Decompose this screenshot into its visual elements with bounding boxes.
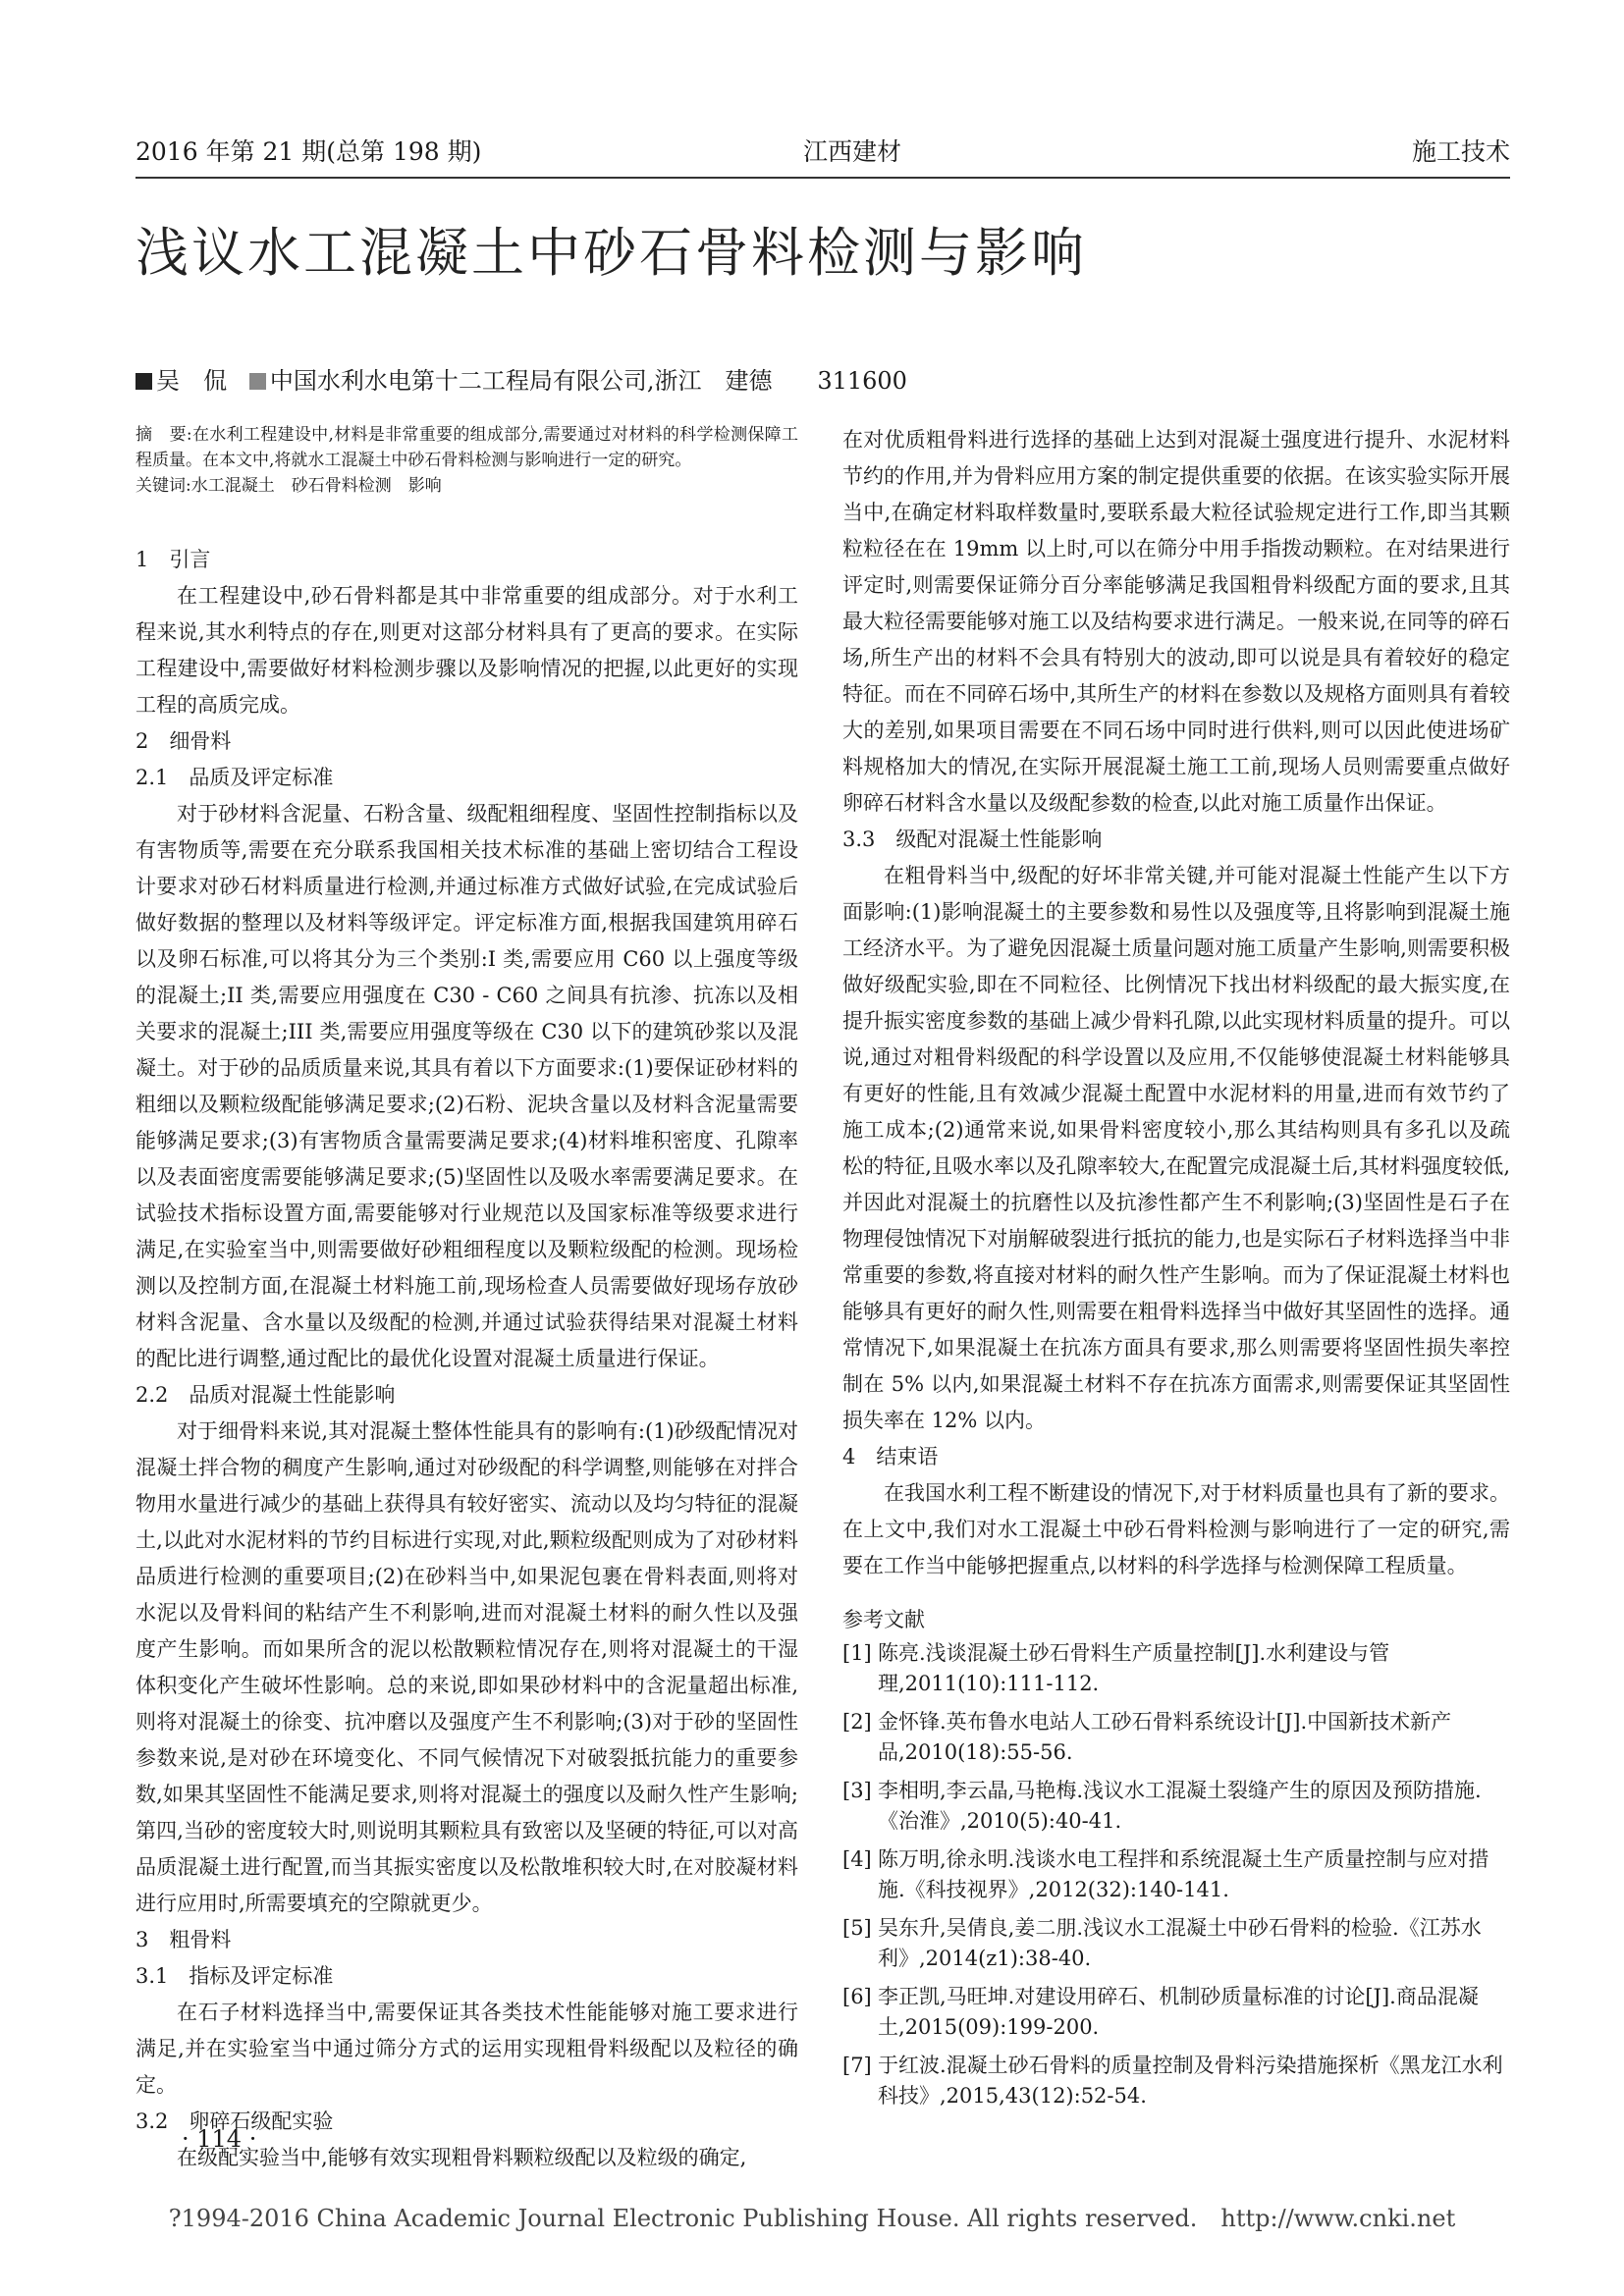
- reference-item: [842, 1638, 1510, 1699]
- subsection-heading: 3.1 指标及评定标准: [135, 1964, 334, 1988]
- reference-number: [5]: [842, 1916, 872, 1940]
- reference-item: [842, 2051, 1510, 2111]
- left-column: [135, 422, 798, 2176]
- paragraph: 在级配实验当中,能够有效实现粗骨料颗粒级配以及粒级的确定,: [177, 2146, 747, 2169]
- paper-title: 浅议水工混凝土中砂石骨料检测与影响: [135, 222, 1087, 284]
- paragraph: 在我国水利工程不断建设的情况下,对于材料质量也具有了新的要求。在上文中,我们对水工混凝土中砂石骨料检测与影响进行了一定的研究,需要在工作当中能够把握重点,以材料的科学选择与检测保障工程质量。: [842, 1481, 1510, 1577]
- reference-text: 吴东升,吴倩良,姜二朋.浅议水工混凝土中砂石骨料的检验.《江苏水利》,2014(z1):38-40.: [878, 1916, 1482, 1970]
- paragraph: 在粗骨料当中,级配的好坏非常关键,并可能对混凝土性能产生以下方面影响:(1)影响混凝土的主要参数和易性以及强度等,且将影响到混凝土施工经济水平。为了避免因混凝土质量问题对施工质量产生影响,则需要积极做好级配实验,即在不同粒径、比例情况下找出材料级配的最大振实度,在提升振实密度参数的基础上减少骨料孔隙,以此实现材料质量的提升。可以说,通过对粗骨料级配的科学设置以及应用,不仅能够使混凝土材料能够具有更好的性能,且有效减少混凝土配置中水泥材料的用量,进而有效节约了施工成本;(2)通常来说,如果骨料密度较小,那么其结构则具有多孔以及疏松的特征,且吸水率以及孔隙率较大,在配置完成混凝土后,其材料强度较低,并因此对混凝土的抗磨性以及抗渗性都产生不利影响;(3)坚固性是石子在物理侵蚀情况下对崩解破裂进行抵抗的能力,也是实际石子材料选择当中非常重要的参数,将直接对材料的耐久性产生影响。而为了保证混凝土材料也能够具有更好的耐久性,则需要在粗骨料选择当中做好其坚固性的选择。通常情况下,如果混凝土在抗冻方面具有要求,那么则需要将坚固性损失率控制在 5% 以内,如果混凝土材料不存在抗冻方面需求,则需要保证其坚固性损失率在 12% 以内。: [842, 864, 1510, 1432]
- abstract-text: 在水利工程建设中,材料是非常重要的组成部分,需要通过对材料的科学检测保障工程质量。在本文中,将就水工混凝土中砂石骨料检测与影响进行一定的研究。: [135, 425, 798, 470]
- reference-number: [1]: [842, 1641, 872, 1665]
- copyright-footer: ?1994-2016 China Academic Journal Electronic Publishing House. All rights reserved. http://www.cnki.net: [168, 2205, 1456, 2232]
- reference-text: 陈亮.浅谈混凝土砂石骨料生产质量控制[J].水利建设与管理,2011(10):111-112.: [878, 1641, 1390, 1695]
- section-name: 施工技术: [1411, 137, 1510, 166]
- section-heading: 3 粗骨料: [135, 1928, 232, 1951]
- references-heading: 参考文献: [842, 1608, 925, 1631]
- reference-item: [842, 1776, 1510, 1837]
- abstract: [135, 422, 798, 499]
- author-line: [135, 361, 907, 396]
- paragraph: 在石子材料选择当中,需要保证其各类技术性能能够对施工要求进行满足,并在实验室当中通过筛分方式的运用实现粗骨料级配以及粒径的确定。: [135, 2001, 798, 2097]
- section-heading: 4 结束语: [842, 1445, 939, 1468]
- paragraph: 对于砂材料含泥量、石粉含量、级配粗细程度、坚固性控制指标以及有害物质等,需要在充分联系我国相关技术标准的基础上密切结合工程设计要求对砂石材料质量进行检测,并通过标准方式做好试验,在完成试验后做好数据的整理以及材料等级评定。评定标准方面,根据我国建筑用碎石以及卵石标准,可以将其分为三个类别:I 类,需要应用 C60 以上强度等级的混凝土;II 类,需要应用强度在 C30 - C60 之间具有抗渗、抗冻以及相关要求的混凝土;III 类,需要应用强度等级在 C30 以下的建筑砂浆以及混凝土。对于砂的品质质量来说,其具有着以下方面要求:(1)要保证砂材料的粗细以及颗粒级配能够满足要求;(2)石粉、泥块含量以及材料含泥量需要能够满足要求;(3)有害物质含量需要满足要求;(4)材料堆积密度、孔隙率以及表面密度需要能够满足要求;(5)坚固性以及吸水率需要满足要求。在试验技术指标设置方面,需要能够对行业规范以及国家标准等级要求进行满足,在实验室当中,则需要做好砂粗细程度以及颗粒级配的检测。现场检测以及控制方面,在混凝土材料施工前,现场检查人员需要做好现场存放砂材料含泥量、含水量以及级配的检测,并通过试验获得结果对混凝土材料的配比进行调整,通过配比的最优化设置对混凝土质量进行保证。: [135, 802, 798, 1370]
- reference-item: [842, 1982, 1510, 2043]
- section-heading: 1 引言: [135, 548, 211, 571]
- abstract-label: 摘 要:: [135, 425, 192, 445]
- page-number: · 114 ·: [182, 2125, 257, 2153]
- paragraph: 对于细骨料来说,其对混凝土整体性能具有的影响有:(1)砂级配情况对混凝土拌合物的稠度产生影响,通过对砂级配的科学调整,则能够在对拌合物用水量进行减少的基础上获得具有较好密实、流动以及均匀特征的混凝土,以此对水泥材料的节约目标进行实现,对此,颗粒级配则成为了对砂材料品质进行检测的重要项目;(2)在砂料当中,如果泥包裹在骨料表面,则将对水泥以及骨料间的粘结产生不利影响,进而对混凝土材料的耐久性以及强度产生影响。而如果所含的泥以松散颗粒情况存在,则将对混凝土的干湿体积变化产生破坏性影响。总的来说,即如果砂材料中的含泥量超出标准,则将对混凝土的徐变、抗冲磨以及强度产生不利影响;(3)对于砂的坚固性参数来说,是对砂在环境变化、不同气候情况下对破裂抵抗能力的重要参数,如果其坚固性不能满足要求,则将对混凝土的强度以及耐久性产生影响;第四,当砂的密度较大时,则说明其颗粒具有致密以及坚硬的特征,可以对高品质混凝土进行配置,而当其振实密度以及松散堆积较大时,在对胶凝材料进行应用时,所需要填充的空隙就更少。: [135, 1419, 798, 1915]
- header-rule: [135, 177, 1510, 179]
- paragraph: 在工程建设中,砂石骨料都是其中非常重要的组成部分。对于水利工程来说,其水利特点的存在,则更对这部分材料具有了更高的要求。在实际工程建设中,需要做好材料检测步骤以及影响情况的把握,以此更好的实现工程的高质完成。: [135, 584, 798, 717]
- affiliation: 中国水利水电第十二工程局有限公司,浙江 建德: [269, 367, 773, 395]
- reference-number: [7]: [842, 2054, 872, 2077]
- reference-number: [6]: [842, 1985, 872, 2008]
- running-header: [135, 133, 1510, 172]
- issue-info: 2016 年第 21 期(总第 198 期): [135, 137, 482, 166]
- reference-item: [842, 1913, 1510, 1974]
- section-heading: 2 细骨料: [135, 729, 232, 753]
- subsection-heading: 2.2 品质对混凝土性能影响: [135, 1383, 396, 1407]
- reference-text: 李相明,李云晶,马艳梅.浅议水工混凝土裂缝产生的原因及预防措施.《治淮》,2010(5):40-41.: [878, 1779, 1482, 1833]
- reference-number: [4]: [842, 1847, 872, 1871]
- affiliation-marker-icon: [249, 373, 266, 390]
- reference-number: [3]: [842, 1779, 872, 1802]
- right-column: [842, 422, 1510, 2119]
- reference-item: [842, 1844, 1510, 1905]
- author-marker-icon: [135, 373, 152, 390]
- reference-item: [842, 1707, 1510, 1768]
- author-name: 吴 侃: [156, 367, 227, 395]
- postcode: 311600: [817, 367, 907, 395]
- journal-name: 江西建材: [803, 137, 902, 166]
- reference-text: 陈万明,徐永明.浅谈水电工程拌和系统混凝土生产质量控制与应对措施.《科技视界》,2012(32):140-141.: [878, 1847, 1489, 1901]
- reference-list: [842, 1638, 1510, 2111]
- reference-text: 金怀锋.英布鲁水电站人工砂石骨料系统设计[J].中国新技术新产品,2010(18):55-56.: [878, 1710, 1452, 1764]
- subsection-heading: 2.1 品质及评定标准: [135, 766, 334, 789]
- keywords-label: 关键词:: [135, 476, 191, 496]
- reference-text: 李正凯,马旺坤.对建设用碎石、机制砂质量标准的讨论[J].商品混凝土,2015(09):199-200.: [878, 1985, 1479, 2039]
- keywords: 水工混凝土 砂石骨料检测 影响: [190, 476, 442, 496]
- reference-text: 于红波.混凝土砂石骨料的质量控制及骨料污染措施探析《黑龙江水利科技》,2015,43(12):52-54.: [878, 2054, 1503, 2108]
- subsection-heading: 3.3 级配对混凝土性能影响: [842, 828, 1103, 851]
- subsection-heading: 3.2 卵碎石级配实验: [135, 2109, 334, 2133]
- reference-number: [2]: [842, 1710, 872, 1734]
- paragraph: 在对优质粗骨料进行选择的基础上达到对混凝土强度进行提升、水泥材料节约的作用,并为骨料应用方案的制定提供重要的依据。在该实验实际开展当中,在确定材料取样数量时,要联系最大粒径试验规定进行工作,即当其颗粒粒径在在 19mm 以上时,可以在筛分中用手指拨动颗粒。在对结果进行评定时,则需要保证筛分百分率能够满足我国粗骨料级配方面的要求,且其最大粒径需要能够对施工以及结构要求进行满足。一般来说,在同等的碎石场,所生产出的材料不会具有特别大的波动,即可以说是具有着较好的稳定特征。而在不同碎石场中,其所生产的材料在参数以及规格方面则具有着较大的差别,如果项目需要在不同石场中同时进行供料,则可以因此使进场矿料规格加大的情况,在实际开展混凝土施工工前,现场人员则需要重点做好卵碎石材料含水量以及级配参数的检查,以此对施工质量作出保证。: [842, 428, 1510, 815]
